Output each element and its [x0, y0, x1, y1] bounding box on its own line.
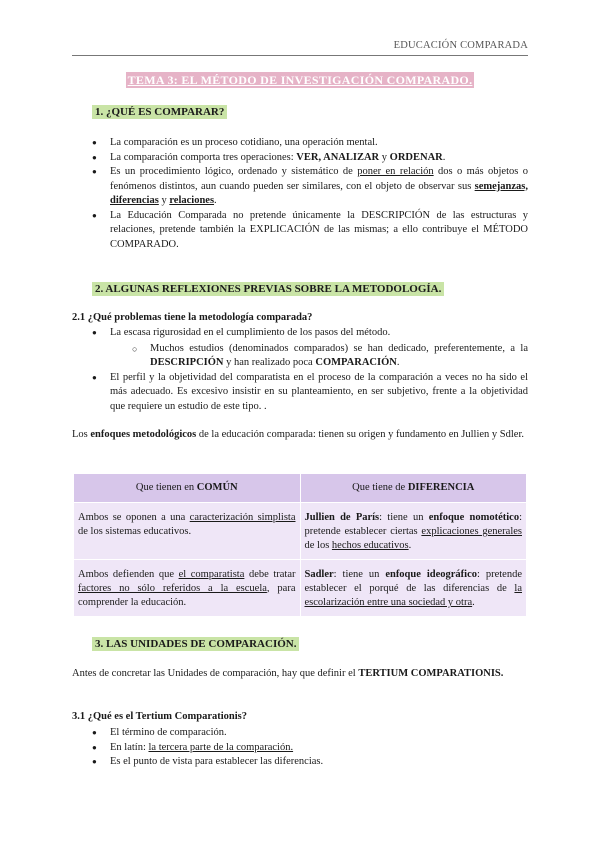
list-item: ● Es un procedimiento lógico, ordenado y sistemático de poner en relación dos o más objetos o fenómenos distintos, aun cuando pueden ser similares, con el objeto de observar sus semejanzas, diferencias y relaciones. — [90, 165, 528, 209]
list-item: ● En latín: la tercera parte de la comparación. — [90, 741, 528, 756]
table-header-row — [74, 474, 527, 503]
list-item: ● La Educación Comparada no pretende únicamente la DESCRIPCIÓN de las estructuras y relaciones, pretende también la EXPLICACIÓN de las mismas; a ello contribuye el MÉTODO COMPARADO. — [90, 209, 528, 253]
section-3-heading: 3. LAS UNIDADES DE COMPARACIÓN. — [92, 638, 299, 650]
table-row — [74, 503, 527, 560]
list-item: ● La comparación comporta tres operaciones: VER, ANALIZAR y ORDENAR. — [90, 151, 528, 166]
page-title-text: TEMA 3: EL MÉTODO DE INVESTIGACIÓN COMPARADO. — [127, 73, 473, 87]
list-item: ● Es el punto de vista para establecer las diferencias. — [90, 755, 528, 770]
list-item: ○ Muchos estudios (denominados comparados) se han dedicado, preferentemente, a la DESCRIPCIÓN y han realizado poca COMPARACIÓN. — [130, 342, 528, 371]
list-item: ● El término de comparación. — [90, 726, 528, 741]
section-3-list — [90, 726, 528, 770]
table-cell: Sadler: tiene un enfoque ideográfico: pretende establecer el porqué de las diferencias de la escolarización entre una sociedad y otra. — [300, 560, 527, 617]
tertium-paragraph: Antes de concretar las Unidades de comparación, hay que definir el TERTIUM COMPARATIONIS. — [72, 668, 504, 679]
table-row — [74, 560, 527, 617]
section-2-heading: 2. ALGUNAS REFLEXIONES PREVIAS SOBRE LA METODOLOGÍA. — [92, 283, 444, 295]
section-1-heading: 1. ¿QUÉ ES COMPARAR? — [92, 106, 227, 118]
table-cell: Ambos se oponen a una caracterización simplista de los sistemas educativos. — [74, 503, 301, 560]
section-1-list — [90, 136, 528, 252]
table-cell: Ambos defienden que el comparatista debe tratar factores no sólo referidos a la escuela, para comprender la educación. — [74, 560, 301, 617]
list-item: ● La comparación es un proceso cotidiano, una operación mental. — [90, 136, 528, 151]
column-header-common: Que tienen en COMÚN — [74, 474, 301, 503]
subsection-2-1-heading: 2.1 ¿Qué problemas tiene la metodología comparada? — [72, 312, 313, 323]
header-divider — [72, 55, 528, 56]
page-title — [0, 71, 600, 89]
methodology-paragraph: Los enfoques metodológicos de la educación comparada: tienen su origen y fundamento en Jullien y Sdler. — [72, 429, 524, 440]
comparison-table — [73, 473, 527, 617]
section-2-list — [90, 326, 528, 414]
list-item: ● La escasa rigurosidad en el cumplimiento de los pasos del método. ○ Muchos estudios (denominados comparados) se han dedicado, preferentemente, a la DESCRIPCIÓN y han realizado poca COMPARACIÓN. — [90, 326, 528, 371]
subsection-3-1-heading: 3.1 ¿Qué es el Tertium Comparationis? — [72, 711, 247, 722]
running-header: EDUCACIÓN COMPARADA — [393, 40, 528, 51]
table-cell: Jullien de París: tiene un enfoque nomotético: pretende establecer ciertas explicaciones generales de los hechos educativos. — [300, 503, 527, 560]
list-item: ● El perfil y la objetividad del comparatista en el proceso de la comparación a veces no ha sido el más adecuado. Es excesivo insistir en su planteamiento, en ser subjetivo, frente a la objetividad que requiere un estudio de este tipo. . — [90, 371, 528, 415]
column-header-difference: Que tiene de DIFERENCIA — [300, 474, 527, 503]
section-2-sublist — [130, 342, 528, 371]
